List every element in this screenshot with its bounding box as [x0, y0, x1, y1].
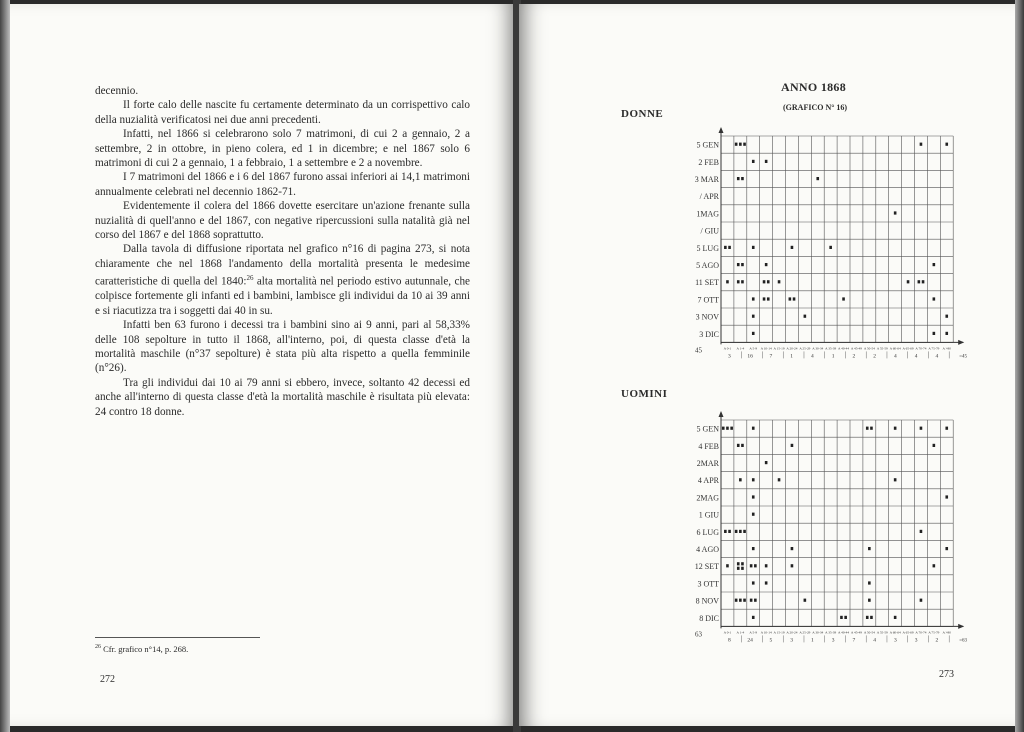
death-mark	[922, 280, 925, 283]
death-mark	[816, 177, 819, 180]
row-label: / GIU	[700, 226, 719, 236]
death-mark	[741, 567, 744, 570]
death-mark	[840, 616, 843, 619]
column-total: 2	[852, 353, 856, 360]
death-mark	[868, 599, 871, 602]
death-mark	[737, 562, 740, 565]
death-mark	[752, 160, 755, 163]
death-mark	[791, 246, 794, 249]
right-page	[519, 4, 1015, 726]
death-mark	[933, 263, 936, 266]
age-class-label: A 40-44	[838, 346, 850, 351]
age-class-label: A 65-69	[902, 346, 914, 351]
paragraph-text: Dalla tavola di diffusione riportata nel grafico n°16 di pagina 273, si nota chiaramente che nel 1868 l'andamento della mortalità presenta le medesime caratteristiche di quella del 1840:	[95, 243, 470, 289]
column-total: 2	[873, 353, 876, 360]
death-mark	[728, 530, 731, 533]
column-total: 3	[914, 637, 918, 644]
age-class-label: A 25-29	[799, 346, 811, 351]
death-mark	[945, 427, 948, 430]
age-class-label: A >80	[942, 346, 951, 351]
row-label: 7 OTT	[697, 295, 719, 305]
paragraph: decennio.	[95, 85, 139, 97]
death-mark	[750, 564, 753, 567]
death-mark	[741, 444, 744, 447]
death-mark	[737, 280, 740, 283]
death-mark	[726, 564, 729, 567]
age-class-label: A 50-54	[863, 346, 875, 351]
death-mark	[933, 444, 936, 447]
women-death-chart	[669, 126, 968, 378]
death-mark	[767, 280, 770, 283]
row-label: 5 LUG	[696, 243, 719, 253]
column-total: 1	[831, 353, 835, 360]
age-class-label: A 10-14	[760, 630, 772, 635]
row-label: 8 NOV	[695, 596, 719, 606]
death-mark	[778, 478, 781, 481]
column-total: 4	[873, 637, 876, 644]
death-mark	[752, 547, 755, 550]
death-mark	[763, 297, 766, 300]
age-class-label: A 25-29	[799, 630, 811, 635]
row-label: 5 AGO	[696, 261, 719, 270]
death-mark	[737, 444, 740, 447]
row-label: 6 LUG	[696, 527, 719, 537]
column-total: 4	[893, 353, 897, 360]
row-label: 11 SET	[695, 278, 719, 288]
death-mark	[724, 246, 727, 249]
total-right-label: =45	[959, 354, 968, 360]
row-label: 5 GEN	[696, 140, 719, 150]
death-mark	[752, 513, 755, 516]
row-label: 2MAR	[696, 459, 719, 468]
age-class-label: A 20-24	[786, 630, 798, 635]
total-left-label: 63	[695, 630, 702, 639]
death-mark	[894, 478, 897, 481]
column-total: 4	[810, 353, 814, 360]
death-mark	[743, 599, 746, 602]
book-edge-left	[0, 0, 10, 732]
age-class-label: A 55-59	[876, 346, 888, 351]
death-mark	[920, 427, 923, 430]
age-class-label: A 50-54	[863, 630, 875, 635]
column-total: 3	[727, 353, 731, 360]
age-class-label: A 0-1	[723, 346, 732, 351]
x-axis-arrow	[958, 340, 964, 345]
paragraph: I 7 matrimoni del 1866 e i 6 del 1867 furono assai inferiori ai 14,1 matrimoni annualmente celebrati nel decennio 1862-71.	[95, 171, 470, 198]
column-total: 8	[727, 637, 731, 644]
row-label: 4 AGO	[696, 545, 719, 554]
column-total: 3	[893, 637, 897, 644]
death-mark	[735, 599, 738, 602]
death-mark	[741, 177, 744, 180]
death-mark	[866, 427, 869, 430]
death-mark	[866, 616, 869, 619]
death-mark	[737, 263, 740, 266]
death-mark	[730, 427, 733, 430]
y-axis-arrow	[719, 127, 724, 133]
page-number-left: 272	[100, 674, 115, 685]
death-mark	[752, 297, 755, 300]
footnote-ref: 26	[246, 274, 254, 283]
age-class-label: A 1-4	[736, 630, 745, 635]
column-total: 3	[790, 637, 793, 644]
column-total: 2	[935, 637, 939, 644]
death-mark	[868, 547, 871, 550]
paragraph: Infatti, nel 1866 si celebrarono solo 7 matrimoni, di cui 2 a gennaio, 2 a settembre, 2 in ottobre, in pieno colera, ed 1 in dicembre; e nel 1867 solo 6 matrimoni di cui 2 a gennaio, 1 a febbraio, 1 a settembre e 2 a novembre.	[95, 128, 470, 170]
row-label: 4 FEB	[698, 441, 719, 451]
death-mark	[739, 530, 742, 533]
death-mark	[722, 427, 725, 430]
age-class-label: A 60-64	[889, 346, 901, 351]
age-class-label: A 70-74	[915, 630, 927, 635]
death-mark	[945, 143, 948, 146]
age-class-label: A 10-14	[760, 346, 772, 351]
page-number-right: 273	[939, 669, 954, 680]
death-mark	[752, 581, 755, 584]
chart-page-title: ANNO 1868	[781, 80, 847, 94]
death-mark	[765, 160, 768, 163]
death-mark	[741, 280, 744, 283]
row-label: 8 DIC	[699, 613, 719, 623]
death-mark	[945, 332, 948, 335]
death-mark	[739, 478, 742, 481]
death-mark	[894, 616, 897, 619]
column-total: 16	[747, 353, 753, 360]
death-mark	[735, 530, 738, 533]
chart-page-subtitle: (GRAFICO N° 16)	[783, 103, 848, 112]
column-total: 7	[852, 637, 856, 644]
age-class-label: A 5-9	[749, 346, 758, 351]
death-mark	[765, 263, 768, 266]
death-mark	[933, 564, 936, 567]
death-mark	[743, 530, 746, 533]
men-chart-label: UOMINI	[621, 388, 668, 400]
row-label: 1 GIU	[698, 510, 719, 520]
death-mark	[726, 427, 729, 430]
death-mark	[750, 599, 753, 602]
death-mark	[778, 280, 781, 283]
age-class-label: A 30-34	[812, 346, 824, 351]
age-class-label: A >80	[942, 630, 951, 635]
death-mark	[739, 143, 742, 146]
column-total: 1	[790, 353, 793, 360]
footnote-text: Cfr. grafico n°14, p. 268.	[103, 644, 189, 654]
death-mark	[918, 280, 921, 283]
death-mark	[793, 297, 796, 300]
death-mark	[842, 297, 845, 300]
death-mark	[737, 177, 740, 180]
row-label: 1MAG	[696, 209, 719, 219]
row-label: 2 FEB	[698, 157, 719, 167]
footnote-number: 26	[95, 644, 101, 651]
death-mark	[754, 599, 757, 602]
death-mark	[741, 263, 744, 266]
death-mark	[920, 599, 923, 602]
age-class-label: A 15-19	[773, 630, 785, 635]
column-total: 7	[769, 353, 773, 360]
death-mark	[945, 495, 948, 498]
death-mark	[752, 315, 755, 318]
death-mark	[752, 427, 755, 430]
death-mark	[789, 297, 792, 300]
age-class-label: A 55-59	[876, 630, 888, 635]
paragraph: Il forte calo delle nascite fu certamente determinato da un corrispettivo calo della nuzialità verificatosi nei due anni precedenti.	[95, 99, 470, 126]
age-class-label: A 5-9	[749, 630, 758, 635]
paragraph-text: alta mortalità nel periodo estivo autunnale, che colpisce fortemente gli infanti ed i bambini, lambisce gli individui da 10 ai 39 anni e si riacutizza tra i soggetti dai 40 in su.	[95, 276, 471, 317]
death-mark	[763, 280, 766, 283]
x-axis-arrow	[958, 624, 964, 629]
death-mark	[752, 246, 755, 249]
row-label: 3 OTT	[697, 579, 719, 589]
column-total: 4	[935, 353, 939, 360]
footnote	[95, 644, 188, 654]
age-class-label: A 60-64	[889, 630, 901, 635]
death-mark	[741, 562, 744, 565]
age-class-label: A 20-24	[786, 346, 798, 351]
death-mark	[726, 280, 729, 283]
age-class-label: A 35-39	[825, 346, 837, 351]
death-mark	[804, 599, 807, 602]
footnote-rule	[95, 637, 260, 638]
age-class-label: A 15-19	[773, 346, 785, 351]
death-mark	[894, 427, 897, 430]
age-class-label: A 70-74	[915, 346, 927, 351]
women-chart-label: DONNE	[621, 108, 664, 120]
men-death-chart	[669, 410, 968, 660]
death-mark	[737, 567, 740, 570]
age-class-label: A 75-79	[928, 346, 940, 351]
death-mark	[724, 530, 727, 533]
column-total: 4	[914, 353, 918, 360]
death-mark	[754, 564, 757, 567]
y-axis-arrow	[719, 411, 724, 417]
column-total: 3	[831, 637, 835, 644]
left-page	[10, 4, 515, 726]
death-mark	[728, 246, 731, 249]
age-class-label: A 75-79	[928, 630, 940, 635]
row-label: 3 DIC	[699, 329, 719, 339]
paragraph: Tra gli individui dai 10 ai 79 anni si ebbero, invece, soltanto 42 decessi ed anche all'interno di questa classe d'età la mortalità maschile è risultata più elevata: 24 contro 18 donne.	[95, 376, 470, 418]
death-mark	[907, 280, 910, 283]
death-mark	[752, 478, 755, 481]
row-label: 5 GEN	[696, 424, 719, 434]
total-left-label: 45	[695, 346, 702, 355]
column-total: 5	[769, 637, 773, 644]
death-mark	[767, 297, 770, 300]
death-mark	[791, 564, 794, 567]
death-mark	[870, 427, 873, 430]
age-class-label: A 45-49	[850, 630, 862, 635]
death-mark	[791, 547, 794, 550]
death-mark	[735, 143, 738, 146]
age-class-label: A 1-4	[736, 346, 745, 351]
death-mark	[804, 315, 807, 318]
death-mark	[870, 616, 873, 619]
death-mark	[765, 461, 768, 464]
row-label: 4 APR	[697, 476, 719, 486]
column-total: 24	[747, 637, 753, 644]
death-mark	[945, 315, 948, 318]
death-mark	[765, 564, 768, 567]
death-mark	[752, 616, 755, 619]
row-label: 3 MAR	[694, 175, 719, 184]
death-mark	[829, 246, 832, 249]
age-class-label: A 30-34	[812, 630, 824, 635]
death-mark	[791, 444, 794, 447]
death-mark	[765, 581, 768, 584]
death-mark	[945, 547, 948, 550]
row-label: 12 SET	[694, 562, 719, 572]
death-mark	[739, 599, 742, 602]
row-label: 3 NOV	[695, 312, 719, 322]
death-mark	[920, 143, 923, 146]
column-total: 1	[810, 637, 814, 644]
death-mark	[894, 211, 897, 214]
age-class-label: A 40-44	[838, 630, 850, 635]
body-text	[95, 84, 470, 419]
row-label: 2MAG	[696, 493, 719, 503]
death-mark	[752, 495, 755, 498]
death-mark	[868, 581, 871, 584]
paragraph	[95, 242, 470, 318]
age-class-label: A 0-1	[723, 630, 732, 635]
death-mark	[844, 616, 847, 619]
death-mark	[920, 530, 923, 533]
row-label: / APR	[699, 192, 719, 202]
paragraph: Infatti ben 63 furono i decessi tra i bambini sino ai 9 anni, pari al 58,33% delle 108 sepolture in tutto il 1868, all'interno, poi, di questa classe d'età la mortalità maschile (n°37 sepolture) è stata più alta rispetto a quella femminile (n°26).	[95, 319, 470, 375]
death-mark	[752, 332, 755, 335]
paragraph: Evidentemente il colera del 1866 dovette esercitare un'azione frenante sulla nuzialità di quell'anno e del 1867, con negative ripercussioni sulla natalità già nel corso del 1867 e del 1868 soprattutto.	[95, 200, 470, 242]
age-class-label: A 35-39	[825, 630, 837, 635]
death-mark	[933, 332, 936, 335]
age-class-label: A 45-49	[850, 346, 862, 351]
total-right-label: =63	[959, 638, 968, 644]
age-class-label: A 65-69	[902, 630, 914, 635]
book-edge-right	[1015, 0, 1024, 732]
death-mark	[933, 297, 936, 300]
death-mark	[743, 143, 746, 146]
